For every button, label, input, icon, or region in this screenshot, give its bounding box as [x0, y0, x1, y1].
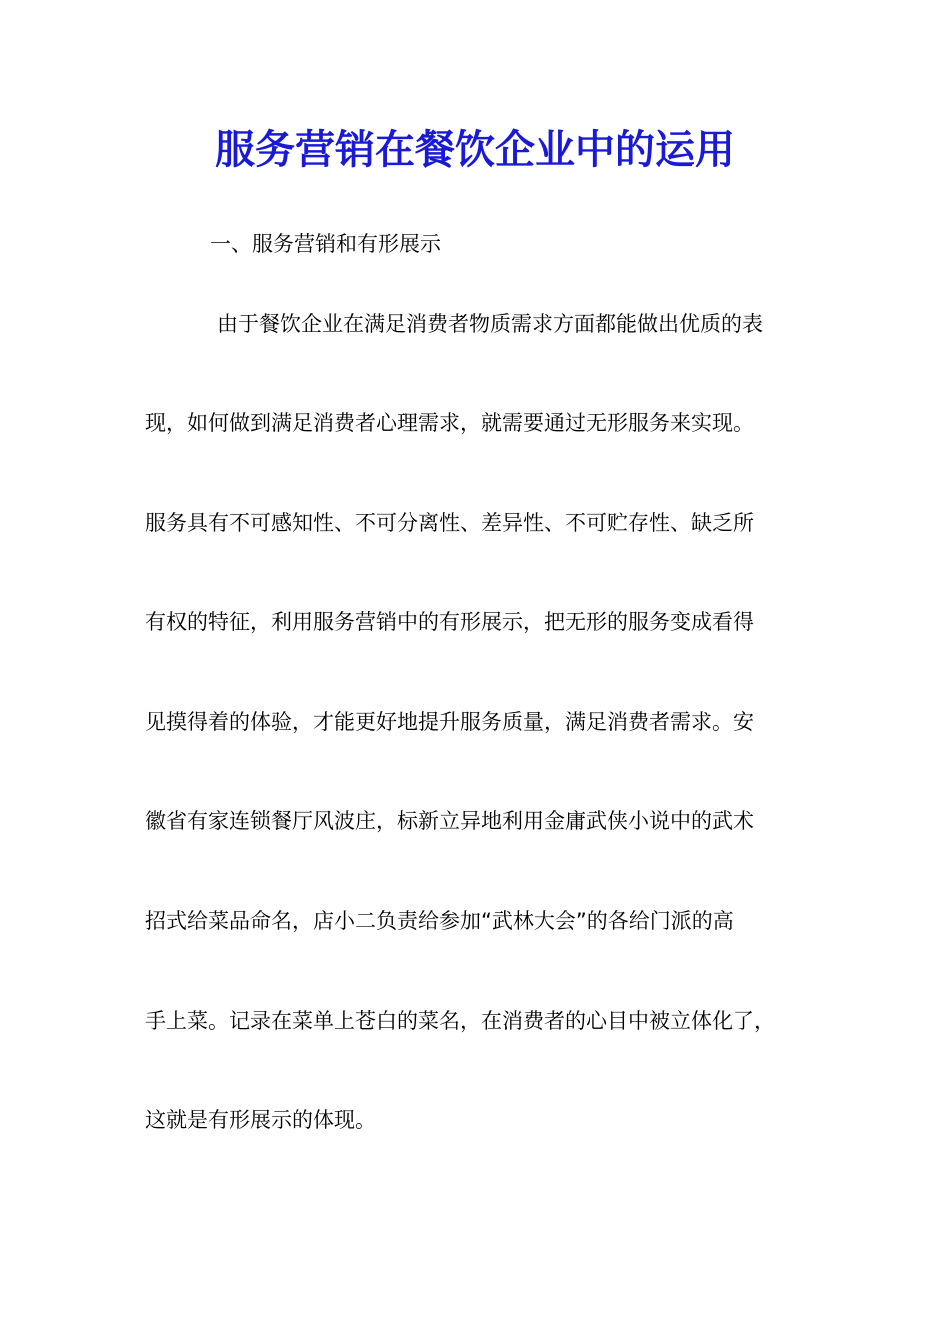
paragraph-line: 见摸得着的体验，才能更好地提升服务质量，满足消费者需求。安: [145, 710, 754, 734]
paragraph-line: 招式给菜品命名，店小二负责给参加“武林大会”的各给门派的高: [145, 909, 734, 933]
paragraph-line: 这就是有形展示的体现。: [145, 1108, 376, 1132]
document-title: 服务营销在餐饮企业中的运用: [215, 126, 735, 173]
section-heading: 一、服务营销和有形展示: [210, 232, 441, 256]
paragraph-line: 有权的特征，利用服务营销中的有形展示，把无形的服务变成看得: [145, 610, 754, 634]
paragraph-line: 由于餐饮企业在满足消费者物质需求方面都能做出优质的表: [217, 312, 763, 336]
paragraph-line: 服务具有不可感知性、不可分离性、差异性、不可贮存性、缺乏所: [145, 511, 754, 535]
paragraph-line: 现，如何做到满足消费者心理需求，就需要通过无形服务来实现。: [145, 411, 754, 435]
paragraph-line: 手上菜。记录在菜单上苍白的菜名，在消费者的心目中被立体化了，: [145, 1009, 775, 1033]
paragraph-line: 徽省有家连锁餐厅风波庄，标新立异地利用金庸武侠小说中的武术: [145, 809, 754, 833]
